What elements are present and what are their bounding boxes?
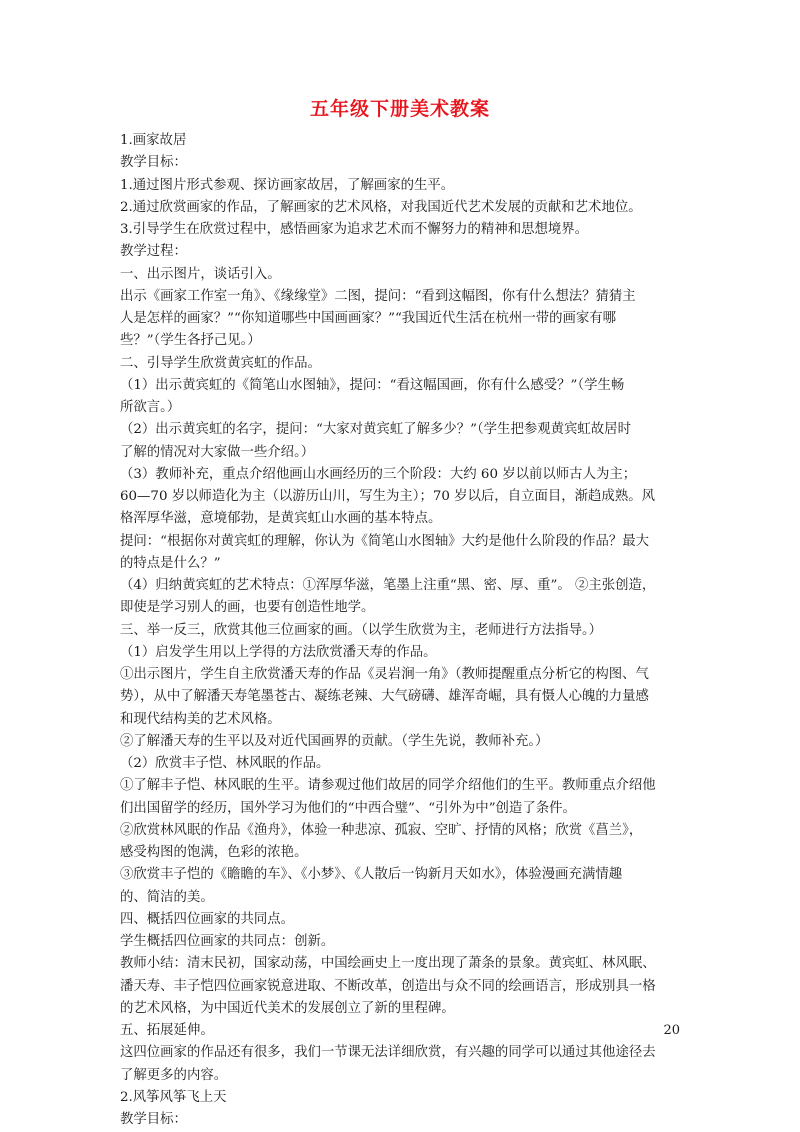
text-line: （2）出示黄宾虹的名字，提问：“大家对黄宾虹了解多少？”（学生把参观黄宾虹故居时 bbox=[120, 422, 631, 438]
text-line: 所欲言。） bbox=[120, 400, 181, 415]
text-line: 学生概括四位画家的共同点：创新。 bbox=[120, 934, 335, 949]
text-line: ①出示图片，学生自主欣赏潘天寿的作品《灵岩涧一角》（教师提醒重点分析它的构图、气 bbox=[120, 667, 649, 682]
text-line: ③欣赏丰子恺的《瞻瞻的车》、《小梦》、《人散后一钩新月天如水》，体验漫画充满情趣 bbox=[120, 867, 623, 883]
page-number: 20 bbox=[663, 1023, 680, 1038]
text-line: 们出国留学的经历，国外学习为他们的“中西合璧”、“引外为中”创造了条件。 bbox=[120, 800, 576, 816]
text-line: （1）出示黄宾虹的《简笔山水图轴》，提问：“看这幅国画，你有什么感受？”（学生畅 bbox=[120, 377, 625, 393]
text-line: 3.引导学生在欣赏过程中，感悟画家为追求艺术而不懈努力的精神和思想境界。 bbox=[120, 222, 589, 237]
text-line: 提问：“根据你对黄宾虹的理解，你认为《简笔山水图轴》大约是他什么阶段的作品？最大 bbox=[120, 533, 650, 549]
text-line: 出示《画家工作室一角》、《缘缘堂》二图，提问：“看到这幅图，你有什么想法？猜猜主 bbox=[120, 288, 636, 304]
text-line: （4）归纳黄宾虹的艺术特点：①浑厚华滋，笔墨上注重“黑、密、厚、重”。 ②主张创造， bbox=[120, 578, 656, 593]
text-line: ①了解丰子恺、林风眠的生平。请参观过他们故居的同学介绍他们的生平。教师重点介绍他 bbox=[120, 778, 656, 794]
text-line: 的艺术风格，为中国近代美术的发展创立了新的里程碑。 bbox=[120, 1000, 455, 1016]
text-line: （3）教师补充，重点介绍他画山水画经历的三个阶段：大约 60 岁以前以师古人为主； bbox=[120, 466, 637, 482]
text-line: 2.风筝风筝飞上天 bbox=[120, 1089, 227, 1105]
text-line: 的特点是什么？” bbox=[120, 555, 221, 571]
text-line: 一、出示图片，谈话引入。 bbox=[120, 266, 281, 282]
text-line: （2）欣赏丰子恺、林风眠的作品。 bbox=[120, 756, 330, 771]
text-line: 教学过程： bbox=[120, 244, 187, 260]
text-line: 1.通过图片形式参观、探访画家故居，了解画家的生平。 bbox=[120, 177, 455, 193]
text-line: 了解的情况对大家做一些介绍。） bbox=[120, 444, 315, 460]
text-line: 四、概括四位画家的共同点。 bbox=[120, 911, 295, 927]
text-line: 教师小结：清末民初，国家动荡，中国绘画史上一度出现了萧条的景象。黄宾虹、林风眠、 bbox=[120, 956, 656, 972]
text-line: 2.通过欣赏画家的作品，了解画家的艺术风格，对我国近代艺术发展的贡献和艺术地位。 bbox=[120, 199, 642, 215]
text-line: ②了解潘天寿的生平以及对近代国画界的贡献。（学生先说，教师补充。） bbox=[120, 733, 549, 749]
text-line: ②欣赏林风眠的作品《渔舟》，体验一种悲凉、孤寂、空旷、抒情的风格；欣赏《菖兰》， bbox=[120, 822, 643, 838]
text-line: 60—70 岁以师造化为主（以游历山川，写生为主）；70 岁以后，自立面目，渐趋成熟。风 bbox=[120, 489, 655, 504]
text-line: 格浑厚华滋，意境郁勃，是黄宾虹山水画的基本特点。 bbox=[120, 511, 442, 527]
text-line: 感受构图的饱满，色彩的浓艳。 bbox=[120, 845, 308, 860]
text-line: 二、引导学生欣赏黄宾虹的作品。 bbox=[120, 355, 321, 371]
text-line: 些？”（学生各抒己见。） bbox=[120, 333, 261, 349]
document-body bbox=[120, 130, 680, 1131]
text-line: 这四位画家的作品还有很多，我们一节课无法详细欣赏，有兴趣的同学可以通过其他途径去 bbox=[120, 1045, 656, 1061]
text-line: 了解更多的内容。 bbox=[120, 1067, 228, 1083]
text-line: 五、拓展延伸。 bbox=[120, 1023, 214, 1038]
text-line: 势），从中了解潘天寿笔墨苍古、凝练老辣、大气磅礴、雄浑奇崛，具有慑人心魄的力量感 bbox=[120, 689, 649, 705]
text-line: （1）启发学生用以上学得的方法欣赏潘天寿的作品。 bbox=[120, 644, 437, 660]
text-line: 人是怎样的画家？”“你知道哪些中国画画家？”“我国近代生活在杭州一带的画家有哪 bbox=[120, 311, 617, 326]
text-line: 和现代结构美的艺术风格。 bbox=[120, 711, 281, 727]
text-line: 即使是学习别人的画，也要有创造性地学。 bbox=[120, 600, 375, 616]
text-line: 潘天寿、丰子恺四位画家锐意进取、不断改革，创造出与众不同的绘画语言，形成别具一格 bbox=[120, 978, 656, 994]
text-line: 三、举一反三，欣赏其他三位画家的画。（以学生欣赏为主，老师进行方法指导。） bbox=[120, 622, 603, 638]
text-line: 的、简洁的美。 bbox=[120, 889, 214, 905]
text-line: 教学目标： bbox=[120, 1112, 187, 1127]
document-title: 五年级下册美术教案 bbox=[309, 98, 490, 120]
text-line: 1.画家故居 bbox=[120, 133, 187, 148]
text-line: 教学目标： bbox=[120, 155, 187, 171]
